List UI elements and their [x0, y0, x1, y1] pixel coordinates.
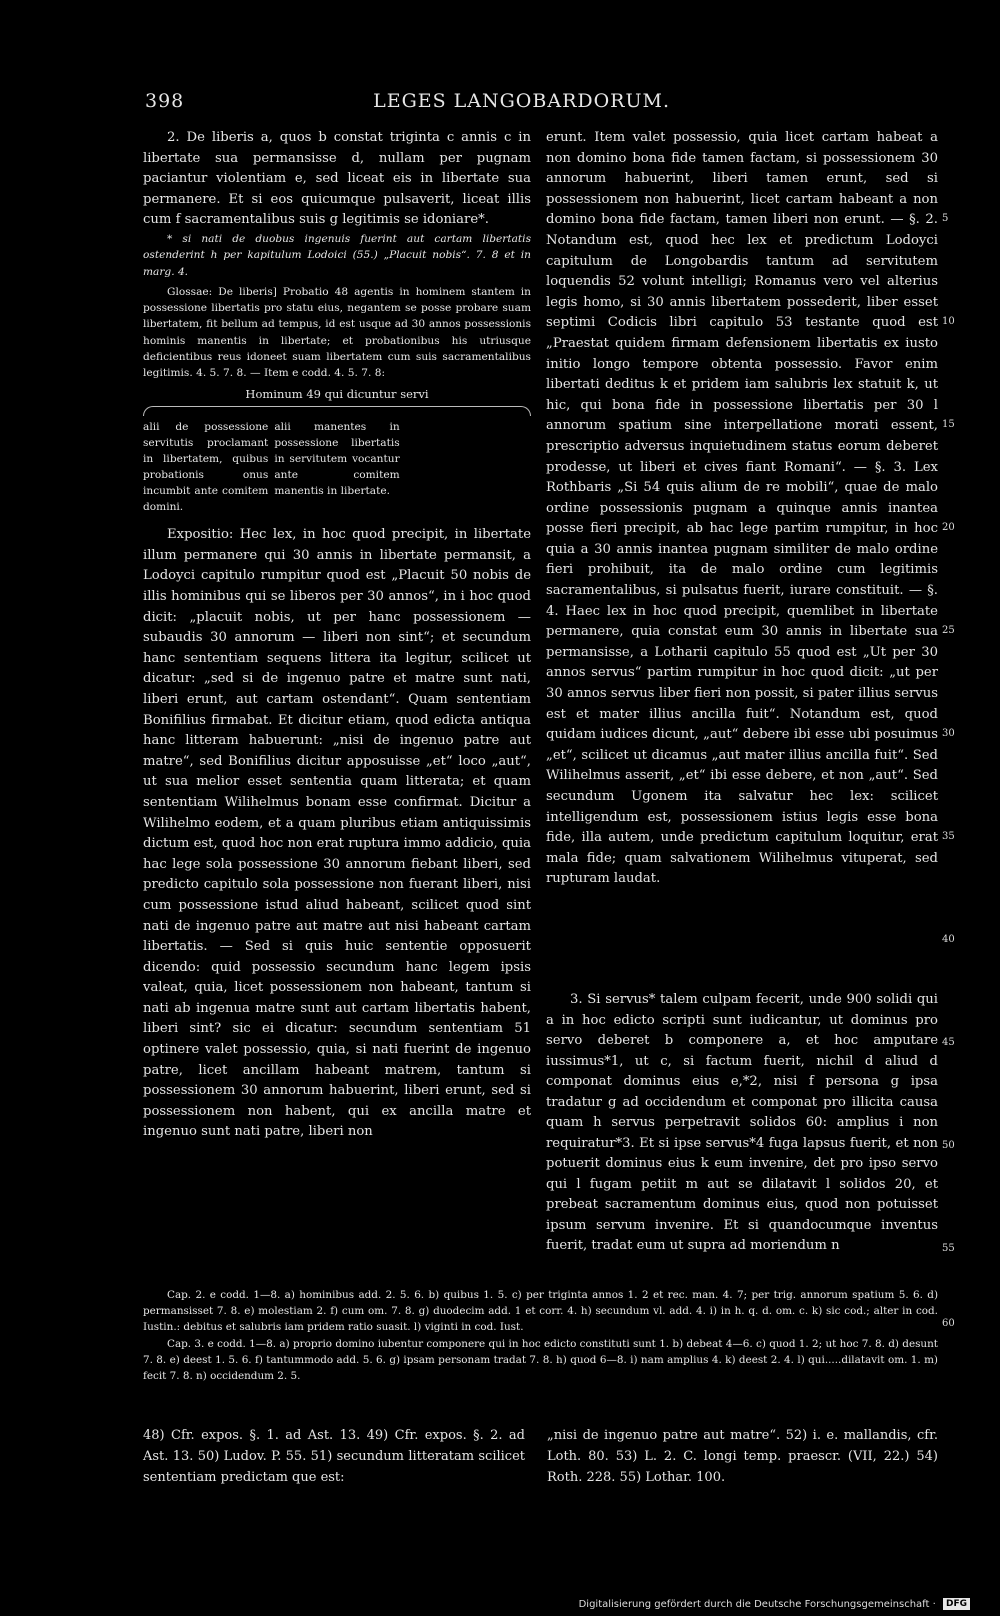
critical-apparatus	[143, 1287, 938, 1412]
line-number: 25	[942, 625, 955, 636]
line-number: 20	[942, 522, 955, 533]
apparatus-cap-2: Cap. 2. e codd. 1—8. a) hominibus add. 2. 5. 6. b) quibus 1. 5. c) per triginta annos 1. 2 et rec. man. 4. 7; per trig. annorum spatium 5. 6. d) permansisset 7. 8. e) molestiam 2. f) cum om. 7. 8. g) duodecim add. 1 et corr. 4. h) secundum vl. add. 4. i) in h. q. d. om. c. k) sic cod.; alter in cod. Iustin.: debitus et salubris iam pridem ratio suasit. l) viginti in cod. Iust.	[143, 1289, 938, 1334]
law-section-3	[546, 990, 938, 1272]
gloss-column-3	[406, 419, 531, 515]
line-number: 60	[942, 1318, 955, 1329]
running-header	[145, 90, 670, 116]
glossae: Glossae: De liberis] Probatio 48 agentis in hominem stantem in possessione libertatis pro statu eius, negantem se posse probare suam libertatem, fit bellum ad tempus, id est usque ad 30 annos possessionis hominis manentis in libertate; et probationibus his utriusque deficientibus reus idoneet suam libertatem cum suis sacramentalibus legitimis. 4. 5. 7. 8. — Item e codd. 4. 5. 7. 8:	[143, 285, 531, 380]
footer-text: Digitalisierung gefördert durch die Deutsche Forschungsgemeinschaft ·	[578, 1599, 936, 1610]
line-number: 45	[942, 1037, 955, 1048]
hominum-heading: Hominum 49 qui dicuntur servi	[245, 386, 429, 401]
star-note: * si nati de duobus ingenuis fuerint aut cartam libertatis ostenderint h per kapitulum Lodoici (55.) „Placuit nobis“. 7. 8 et in marg. 4.	[143, 232, 531, 278]
brace-divider	[143, 406, 531, 416]
footnotes-left: 48) Cfr. expos. §. 1. ad Ast. 13. 49) Cfr. expos. §. 2. ad Ast. 13. 50) Ludov. P. 55. 51) secundum litteratam scilicet sententiam predictam que est:	[143, 1428, 525, 1485]
expositio-continuation: erunt. Item valet possessio, quia licet cartam habeat a non domino bona fide tamen factam, si possessionem 30 annorum habuerint, liberi tamen erunt, sed si possessionem non habuerint, licet cartam habeant a non domino bona fide factam, tamen liberi non erunt. — §. 2. Notandum est, quod hec lex et predictum Lodoyci capitulum de Longobardis tantum ad servitutem loquendis 52 volunt intelligi; Romanus vero vel alterius legis homo, si 30 annis libertatem possederit, liber esset septimi Codicis libri capitulo 53 testante quod est „Praestat quidem firmam defensionem libertatis ex iusto initio longo tempore obtenta possessio. Favor enim libertati deditus k et pridem iam salubris lex statuit k, ut hic, qui bona fide in possessione libertatis per 30 l annorum spatium sine interpellatione morati essent, prescriptio adversus inquietudinem status eorum deberet prodesse, ut liberi et cives fiant Romani“. — §. 3. Lex Rothbaris „Si 54 quis alium de re mobili“, quae de malo ordine possessionis pugnam a quinque annis inantea posse fieri precipit, ab hac lege partim rumpitur, in hoc quia a 30 annis inantea pugnam similiter de malo ordine fieri prohibuit, ita de malo ordine cum legitimis sacramentalibus, si pulsatus fuerit, iurare constituit. — §. 4. Haec lex in hoc quod precipit, quemlibet in libertate permanere, quia constat eum 30 annis in libertate sua permansisse, a Lotharii capitulo 55 quod est „Ut per 30 annos servus“ partim rumpitur in hoc quod dicit: „ut per 30 annos servus liber fieri non possit, si pater illius servus est et mater illius ancilla fuit“. Notandum est, quod quidam iudices dicunt, „aut“ debere ibi esse ubi posuimus „et“, scilicet ut dicamus „aut mater illius ancilla fuit“. Sed Wilihelmus asserit, „et“ ibi esse debere, et non „aut“. Sed secundum Ugonem ita salvatur hec lex: scilicet intelligendum est, possessionem istius legis esse bona fide, illa autem, unde predictum capitulum loquitur, erat mala fide; quam salvationem Wilihelmus vituperat, sed rupturam laudat.	[546, 130, 938, 887]
expositio: Expositio: Hec lex, in hoc quod precipit, in libertate illum permanere qui 30 annis in libertate permansit, a Lodoyci capitulo rumpitur quod est „Placuit 50 nobis de illis hominibus qui se liberos per 30 annos“, in i hoc quod dicit: „placuit nobis, ut per hanc possessionem — subaudis 30 annorum — liberi non sint“; et secundum hanc sententiam sequens littera ita legitur, scilicet ut dicatur: „sed si de ingenuo patre et matre sunt nati, liberi erunt, aut cartam ostendant“. Quam sententiam Bonifilius firmabat. Et dicitur etiam, quod edicta antiqua hanc litteram habuerunt: „nisi de ingenuo patre aut matre“, sed Bonifilius dicitur apposuisse „et“ loco „aut“, ut sua melior esset sententia quam litterata; et quam sententiam Wilihelmus bonam esse confirmat. Dicitur a Wilihelmo eodem, et a quam pluribus etiam antiquissimis dictum est, quod hoc non erat ruptura immo addicio, quia hac lege sola possessione 30 annorum fiebant liberi, sed predicto capitulo sola possessione non fuerant liberi, nisi cum possessione istud aliud habeant, scilicet quod sint nati de ingenuo patre aut matre aut nisi habeant cartam libertatis. — Sed si quis huic sententie opposuerit dicendo: quid possessio secundum hanc legem ipsis valeat, quia, licet possessionem non habeant, tantum si nati ab ingenua matre sunt aut cartam libertatis habent, liberi sint? sic ei dicatur: secundum sententiam 51 optinere valet possessio, quia, si nati fuerint de ingenuo patre, licet ancillam habeant matrem, tantum si possessionem 30 annorum habuerint, liberi erunt, sed si possessionem non habent, qui ex ancilla matre et ingenuo sunt nati patre, liberi non	[143, 527, 531, 1140]
line-number: 55	[942, 1243, 955, 1254]
digitization-footer	[579, 1598, 970, 1610]
line-number: 30	[942, 728, 955, 739]
running-title: LEGES LANGOBARDORUM.	[373, 90, 670, 112]
line-number: 35	[942, 831, 955, 842]
section-3-text: 3. Si servus* talem culpam fecerit, unde 900 solidi qui a in hoc edicto scripti sunt iudicantur, ut dominus pro servo deberet b componere a, et hoc amputare iussimus*1, ut c, si factum fuerit, nichil d aliud d componat dominus eius e,*2, nisi f persona g ipsa tradatur g ad occidendum et componat pro illicita causa quam h servus perpetravit solidos 60: amplius i non requiratur*3. Et si ipse servus*4 fuga lapsus fuerit, et non potuerit dominus eius k eum invenire, det pro ipso servo qui l fugam petiit m aut se dilatavit l solidos 20, et prebeat sacramentum dominus eius, quod non potuisset ipsum servum invenire. Et si quandocumque inventus fuerit, tradat eum ut supra ad moriendum n	[546, 992, 938, 1253]
line-number: 10	[942, 316, 955, 327]
line-number: 40	[942, 934, 955, 945]
gloss-column-2: alii manentes in possessione libertatis in servitutem vocantur ante comitem manentis in libertate.	[274, 421, 400, 498]
law-section-2: 2. De liberis a, quos b constat triginta c annis c in libertate sua permansisse d, nullam per pugnam paciantur violentiam e, sed liceat eis in libertate sua permanere. Et si eos quicumque pulsaverit, liceat illis cum f sacramentalibus suis g legitimis se idoniare*.	[143, 130, 531, 228]
gloss-column-1: alii de possessione servitutis proclamant in libertatem, quibus probationis onus incumbit ante comitem domini.	[143, 421, 269, 514]
page-number: 398	[145, 90, 185, 112]
left-column	[143, 128, 531, 1143]
dfg-logo: DFG	[943, 1598, 970, 1610]
right-column	[546, 128, 938, 968]
gloss-columns	[143, 419, 531, 515]
apparatus-cap-3: Cap. 3. e codd. 1—8. a) proprio domino iubentur componere qui in hoc edicto constituti sunt 1. b) debeat 4—6. c) quod 1. 2; ut hoc 7. 8. d) desunt 7. 8. e) deest 1. 5. 6. f) tantummodo add. 5. 6. g) ipsam personam tradat 7. 8. h) quod 6—8. i) nam amplius 4. k) deest 2. 4. l) qui.....dilatavit om. 1. m) fecit 7. 8. n) occidendum 2. 5.	[143, 1337, 938, 1383]
line-number: 50	[942, 1140, 955, 1151]
footnotes-right: „nisi de ingenuo patre aut matre“. 52) i. e. mallandis, cfr. Loth. 80. 53) L. 2. C. longi temp. praescr. (VII, 22.) 54) Roth. 228. 55) Lothar. 100.	[547, 1428, 938, 1485]
line-number: 5	[942, 213, 949, 224]
line-number: 15	[942, 419, 955, 430]
line-numbers	[942, 128, 962, 1329]
